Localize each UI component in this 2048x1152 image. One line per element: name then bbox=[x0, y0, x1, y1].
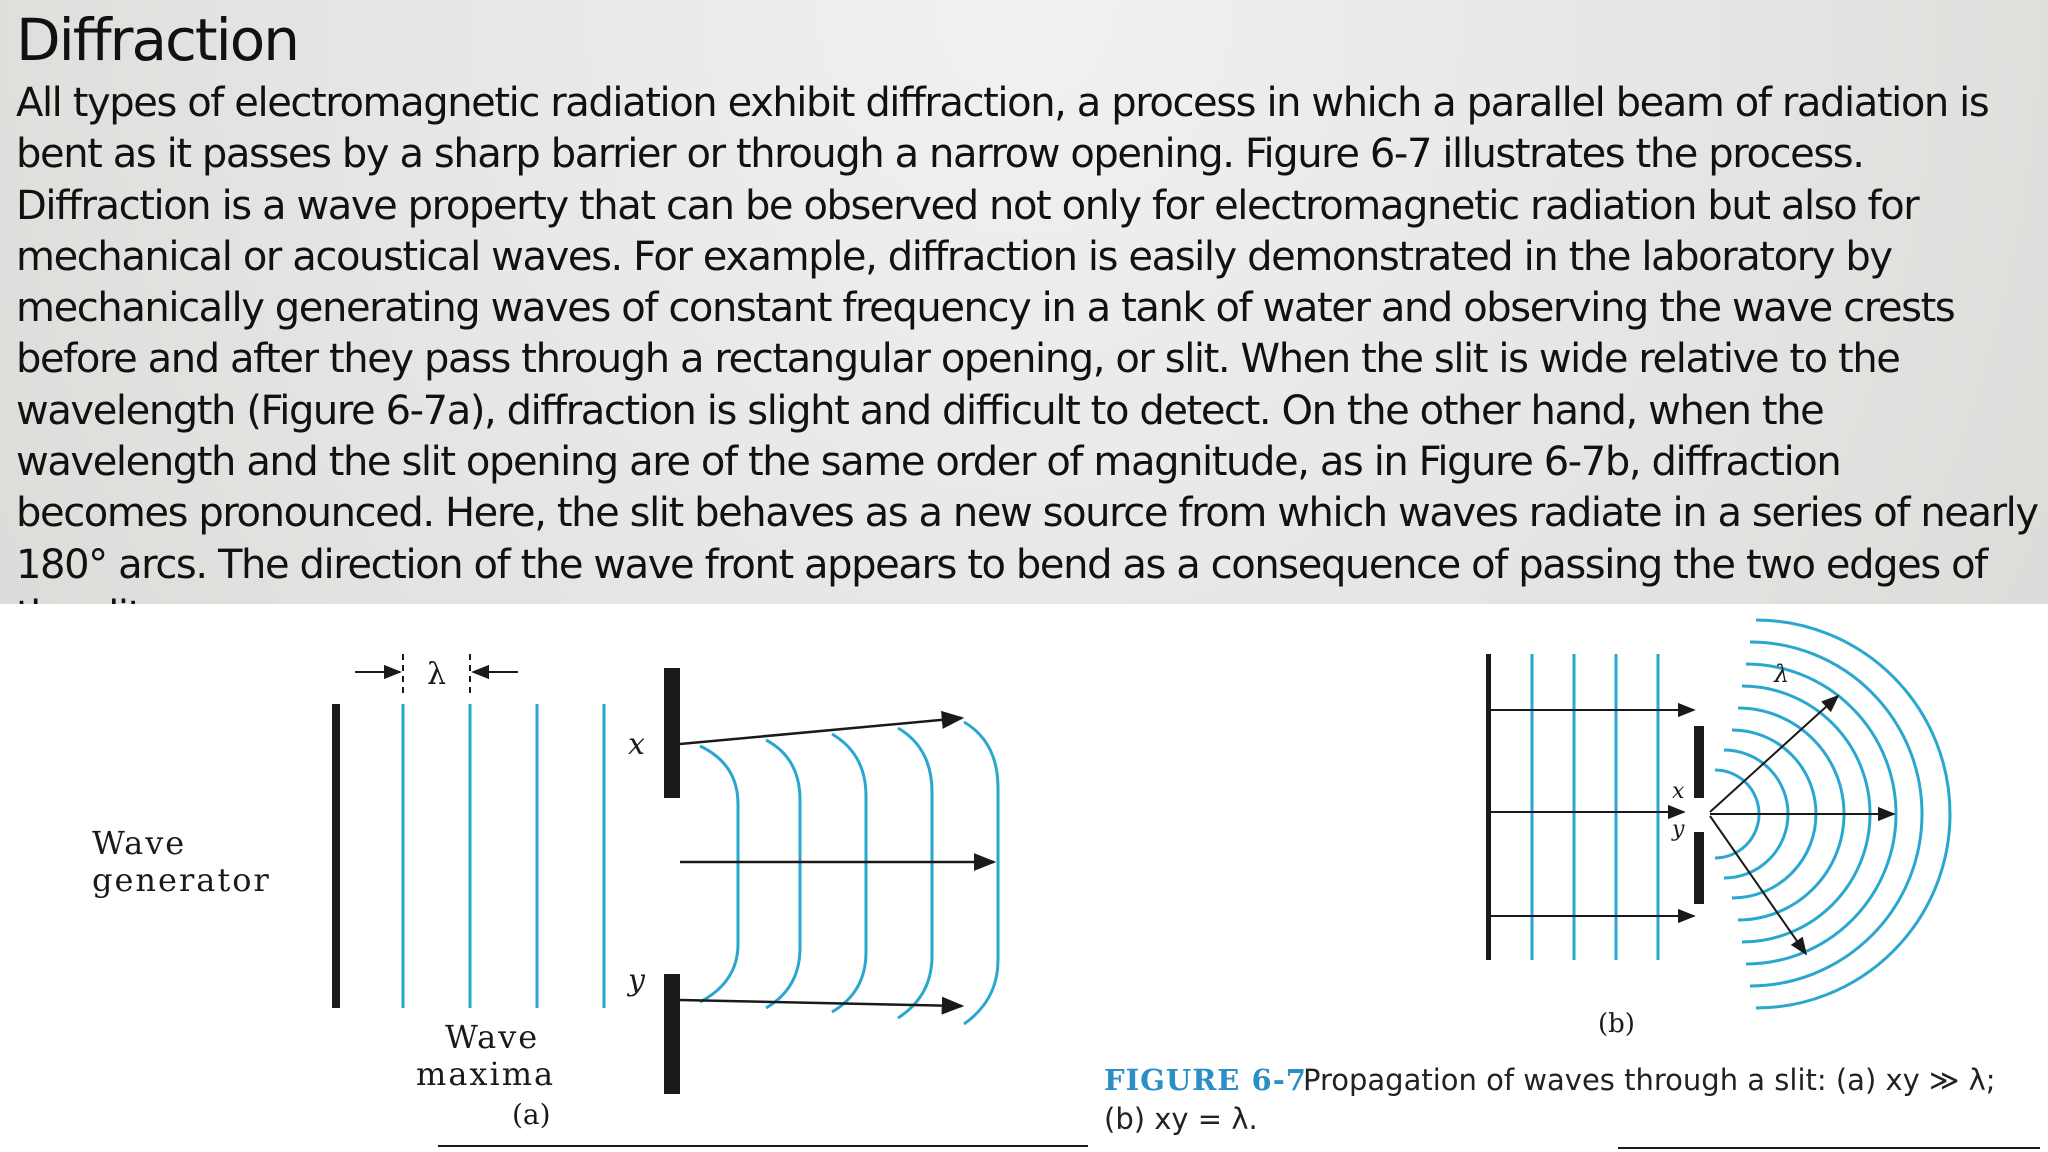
wave-generator-label-1: Wave bbox=[92, 824, 187, 862]
slit-edge-y-label-b: y bbox=[1672, 817, 1685, 842]
body-line: wavelength (Figure 6-7a), diffraction is slight and difficult to detect. On the other hand, when the bbox=[16, 387, 1824, 434]
slit-edge-y-label-a: y bbox=[628, 963, 645, 998]
slit-barrier-top-b bbox=[1694, 726, 1704, 798]
incoming-arrows-b bbox=[1491, 710, 1694, 916]
body-line: All types of electromagnetic radiation exhibit diffraction, a process in which a parallel beam of radiation is bbox=[16, 80, 1989, 126]
wave-maxima-label-1: Wave bbox=[445, 1018, 540, 1056]
wave-generator-label-2: generator bbox=[92, 861, 271, 899]
slit-barrier-top bbox=[664, 668, 680, 798]
body-line: before and after they pass through a rectangular opening, or slit. When the slit is wide relative to the bbox=[16, 336, 1900, 383]
body-line: becomes pronounced. Here, the slit behaves as a new source from which waves radiate in a series of nearly bbox=[16, 490, 2038, 537]
figure-label: FIGURE 6-7 bbox=[1104, 1063, 1307, 1097]
lambda-label-b: λ bbox=[1774, 660, 1790, 688]
body-line: Diffraction is a wave property that can be observed not only for electromagnetic radiation but also for bbox=[16, 182, 1919, 229]
slit-barrier-bottom-b bbox=[1694, 832, 1704, 904]
slit-barrier-bottom bbox=[664, 974, 680, 1094]
incoming-wave-crests-b bbox=[1532, 654, 1658, 960]
wave-generator-bar bbox=[332, 704, 340, 1008]
lambda-label-a: λ bbox=[427, 657, 447, 692]
diffracted-arrows-b bbox=[1710, 696, 1894, 954]
slide-title: Diffraction bbox=[16, 6, 298, 74]
propagation-arrows-a bbox=[680, 718, 994, 1006]
caption-line-2: (b) xy = λ. bbox=[1104, 1102, 1258, 1136]
incoming-wave-crests bbox=[403, 704, 605, 1008]
slit-edge-x-label-b: x bbox=[1672, 779, 1685, 804]
transmitted-wave-crests bbox=[700, 722, 998, 1024]
figure-caption bbox=[1104, 1063, 2040, 1148]
panel-a-label: (a) bbox=[512, 1098, 551, 1131]
panel-b bbox=[1486, 620, 1950, 1039]
body-line: bent as it passes by a sharp barrier or through a narrow opening. Figure 6-7 illustrates the process. bbox=[16, 131, 1864, 178]
body-line: mechanical or acoustical waves. For example, diffraction is easily demonstrated in the laboratory by bbox=[16, 233, 1892, 280]
body-line: mechanically generating waves of constant frequency in a tank of water and observing the wave crests bbox=[16, 285, 1955, 332]
slit-edge-x-label-a: x bbox=[628, 727, 645, 762]
panel-a bbox=[92, 654, 1088, 1146]
body-line: 180° arcs. The direction of the wave front appears to bend as a consequence of passing the two edges of bbox=[16, 541, 1987, 588]
wave-generator-bar-b bbox=[1486, 654, 1491, 960]
wavelength-marker bbox=[355, 654, 518, 696]
body-line: wavelength and the slit opening are of the same order of magnitude, as in Figure 6-7b, diffraction bbox=[16, 439, 1841, 486]
figure-6-7 bbox=[0, 604, 2048, 1152]
panel-b-label: (b) bbox=[1598, 1009, 1635, 1039]
wave-maxima-label-2: maxima bbox=[416, 1055, 556, 1093]
body-paragraph bbox=[16, 78, 2046, 603]
diffraction-figure bbox=[0, 604, 2048, 1152]
caption-line-1: Propagation of waves through a slit: (a) xy ≫ λ; bbox=[1303, 1063, 1996, 1097]
